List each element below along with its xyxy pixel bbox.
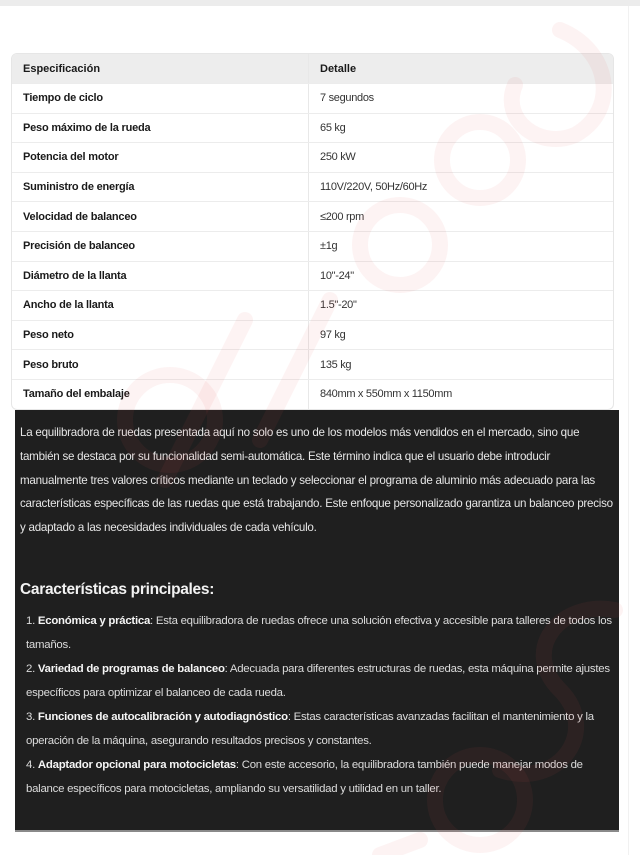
feature-text: : Adecuada para diferentes estructuras de ruedas, esta máquina permite ajustes específicos para optimizar el balanceo de cada rueda.	[26, 663, 610, 699]
table-row	[12, 202, 613, 232]
spec-detail: 1.5"-20"	[309, 291, 614, 321]
table-row	[12, 172, 613, 202]
spec-name: Suministro de energía	[12, 172, 309, 202]
spec-detail: 110V/220V, 50Hz/60Hz	[309, 172, 614, 202]
spec-name: Potencia del motor	[12, 143, 309, 173]
features-heading: Características principales:	[20, 581, 215, 598]
feature-item	[26, 753, 616, 801]
feature-item	[26, 657, 616, 705]
table-row	[12, 113, 613, 143]
spec-detail: 65 kg	[309, 113, 614, 143]
feature-item	[26, 705, 616, 753]
table-row	[12, 84, 613, 114]
right-edge-rule	[628, 6, 629, 855]
spec-name: Precisión de balanceo	[12, 231, 309, 261]
table-row	[12, 350, 613, 380]
feature-item	[26, 609, 616, 657]
feature-text: : Esta equilibradora de ruedas ofrece una solución efectiva y accesible para talleres de todos los tamaños.	[26, 615, 612, 651]
spec-name: Ancho de la llanta	[12, 291, 309, 321]
spec-detail: 250 kW	[309, 143, 614, 173]
feature-number: 1.	[26, 615, 35, 627]
feature-title: Funciones de autocalibración y autodiagnóstico	[37, 711, 288, 723]
table-row	[12, 291, 613, 321]
spec-detail: 7 segundos	[309, 84, 614, 114]
feature-title: Variedad de programas de balanceo	[37, 663, 225, 675]
spec-name: Peso bruto	[12, 350, 309, 380]
spec-name: Peso máximo de la rueda	[12, 113, 309, 143]
feature-title: Adaptador opcional para motocicletas	[37, 759, 236, 771]
feature-text: : Con este accesorio, la equilibradora también puede manejar modos de balance específicos para motocicletas, ampliando su versatilidad y utilidad en un taller.	[26, 759, 583, 795]
feature-title: Económica y práctica	[37, 615, 151, 627]
column-header-spec: Especificación	[12, 54, 309, 84]
specifications-table	[11, 53, 614, 410]
spec-detail: 135 kg	[309, 350, 614, 380]
spec-detail: ±1g	[309, 231, 614, 261]
table-header-row	[12, 54, 613, 84]
spec-name: Tamaño del embalaje	[12, 379, 309, 408]
feature-number: 4.	[26, 759, 35, 771]
table-row	[12, 261, 613, 291]
table-row	[12, 143, 613, 173]
description-intro: La equilibradora de ruedas presentada aquí no solo es uno de los modelos más vendidos en el mercado, sino que también se destaca por su funcionalidad semi-automática. Este término indica que el usuario debe introducir manualmente tres valores críticos mediante un teclado y seleccionar el programa de aluminio más adecuado para las características específicas de las ruedas que está trabajando. Este enfoque personalizado garantiza un balanceo preciso y adaptado a las necesidades individuales de cada vehículo.	[20, 426, 613, 535]
table-row	[12, 231, 613, 261]
table-row	[12, 379, 613, 408]
spec-name: Tiempo de ciclo	[12, 84, 309, 114]
product-description-box	[15, 410, 619, 832]
column-header-detail: Detalle	[309, 54, 614, 84]
spec-name: Velocidad de balanceo	[12, 202, 309, 232]
feature-number: 3.	[26, 711, 35, 723]
feature-text: : Estas características avanzadas facilitan el mantenimiento y la operación de la máquina, asegurando resultados precisos y constantes.	[26, 711, 594, 747]
features-list	[26, 609, 616, 801]
feature-number: 2.	[26, 663, 35, 675]
spec-name: Diámetro de la llanta	[12, 261, 309, 291]
spec-name: Peso neto	[12, 320, 309, 350]
spec-detail: ≤200 rpm	[309, 202, 614, 232]
spec-detail: 10"-24"	[309, 261, 614, 291]
spec-detail: 97 kg	[309, 320, 614, 350]
spec-detail: 840mm x 550mm x 1150mm	[320, 388, 452, 401]
table-row	[12, 320, 613, 350]
top-strip	[0, 0, 640, 6]
